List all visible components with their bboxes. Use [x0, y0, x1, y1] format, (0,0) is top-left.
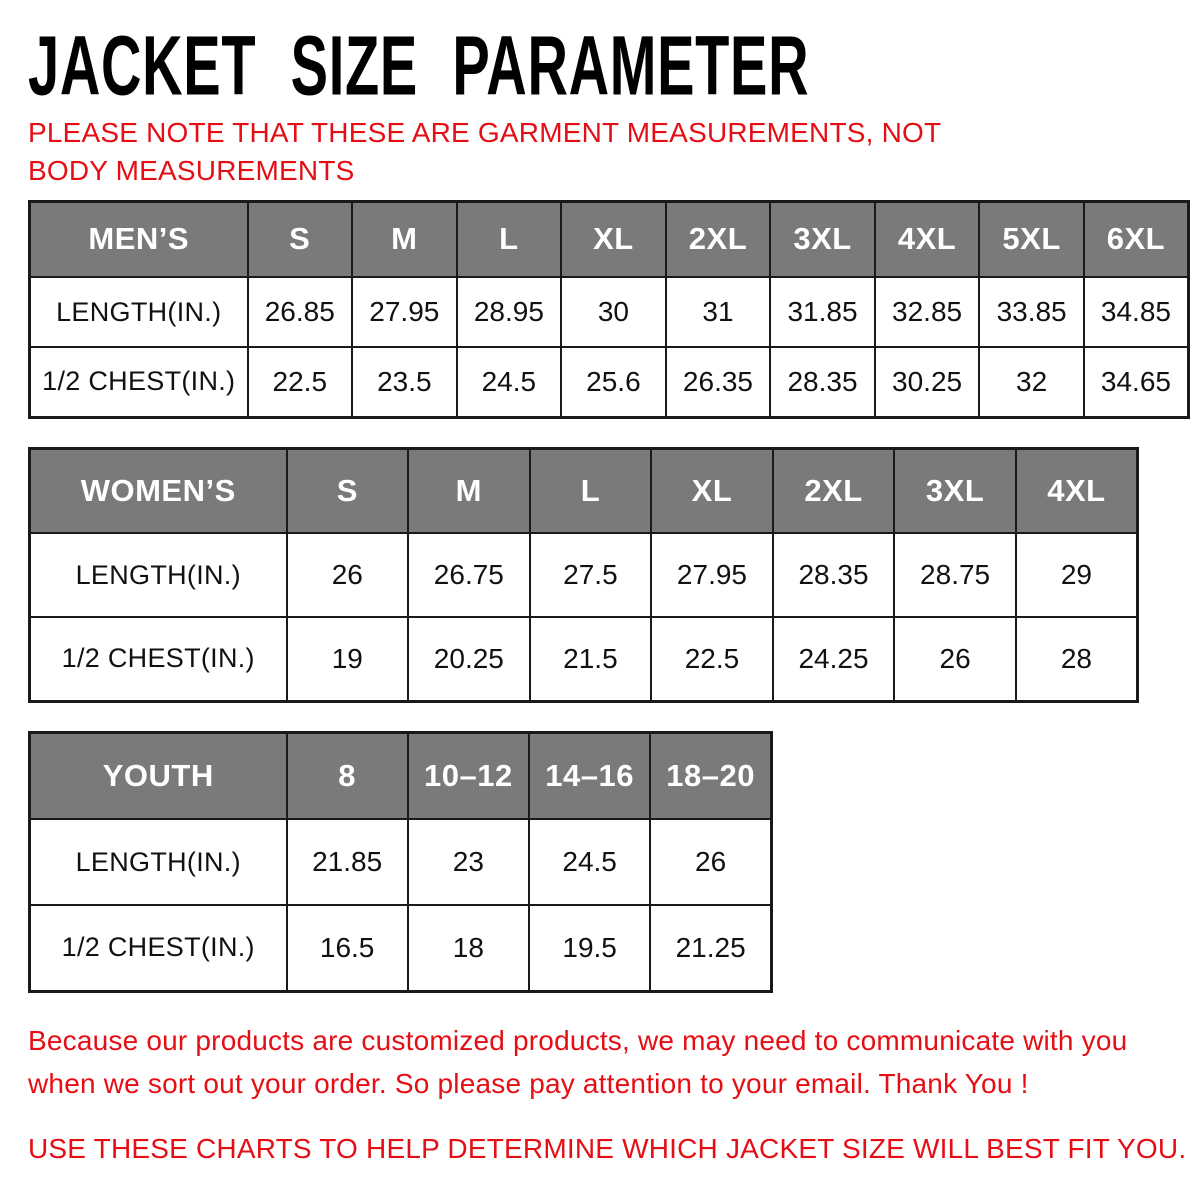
size-value-cell: 30.25 — [875, 347, 980, 417]
size-value-cell: 34.65 — [1084, 347, 1189, 417]
size-value-cell: 26.35 — [666, 347, 771, 417]
row-label-cell: 1/2 CHEST(IN.) — [30, 347, 248, 417]
size-value-cell: 27.5 — [530, 533, 652, 617]
mens-size-table — [28, 200, 1190, 419]
size-header-cell: L — [530, 448, 652, 533]
customization-contact-note: Because our products are customized products, we may need to communicate with you when we sort out your order. So please pay attention to your email. Thank You ! — [28, 1024, 1128, 1099]
table-row — [30, 533, 1138, 617]
row-label-cell: 1/2 CHEST(IN.) — [30, 905, 287, 991]
table-row — [30, 819, 772, 905]
size-header-cell: L — [457, 201, 562, 277]
size-header-cell: 3XL — [894, 448, 1016, 533]
table-title-cell: YOUTH — [30, 732, 287, 819]
size-header-cell: 2XL — [666, 201, 771, 277]
table-row — [30, 905, 772, 991]
size-value-cell: 27.95 — [352, 277, 457, 347]
size-value-cell: 16.5 — [287, 905, 408, 991]
size-header-cell: S — [248, 201, 353, 277]
size-value-cell: 30 — [561, 277, 666, 347]
size-value-cell: 28.35 — [773, 533, 895, 617]
table-row — [30, 617, 1138, 701]
header-row — [30, 448, 1138, 533]
size-header-cell: 4XL — [875, 201, 980, 277]
size-value-cell: 21.5 — [530, 617, 652, 701]
size-value-cell: 23.5 — [352, 347, 457, 417]
womens-size-table — [28, 447, 1139, 703]
size-value-cell: 24.5 — [457, 347, 562, 417]
row-label-cell: LENGTH(IN.) — [30, 533, 287, 617]
size-value-cell: 28 — [1016, 617, 1138, 701]
table-title-cell: WOMEN’S — [30, 448, 287, 533]
size-value-cell: 20.25 — [408, 617, 530, 701]
size-header-cell: S — [287, 448, 409, 533]
size-value-cell: 26 — [287, 533, 409, 617]
garment-measurement-note: PLEASE NOTE THAT THESE ARE GARMENT MEASUREMENTS, NOT BODY MEASUREMENTS — [28, 117, 941, 186]
size-value-cell: 19 — [287, 617, 409, 701]
table-title-cell: MEN’S — [30, 201, 248, 277]
size-value-cell: 34.85 — [1084, 277, 1189, 347]
row-label-cell: LENGTH(IN.) — [30, 819, 287, 905]
size-header-cell: 14–16 — [529, 732, 650, 819]
size-value-cell: 19.5 — [529, 905, 650, 991]
size-value-cell: 21.25 — [650, 905, 771, 991]
size-header-cell: 3XL — [770, 201, 875, 277]
size-value-cell: 27.95 — [651, 533, 773, 617]
size-value-cell: 28.35 — [770, 347, 875, 417]
size-value-cell: 29 — [1016, 533, 1138, 617]
size-header-cell: M — [352, 201, 457, 277]
size-header-cell: 10–12 — [408, 732, 529, 819]
size-value-cell: 24.5 — [529, 819, 650, 905]
title-wrap — [28, 18, 1190, 113]
size-value-cell: 26 — [894, 617, 1016, 701]
size-value-cell: 25.6 — [561, 347, 666, 417]
size-header-cell: 2XL — [773, 448, 895, 533]
header-row — [30, 732, 772, 819]
table-row — [30, 277, 1189, 347]
size-value-cell: 28.95 — [457, 277, 562, 347]
size-value-cell: 24.25 — [773, 617, 895, 701]
size-header-cell: 5XL — [979, 201, 1084, 277]
size-value-cell: 31.85 — [770, 277, 875, 347]
size-header-cell: 4XL — [1016, 448, 1138, 533]
size-header-cell: 6XL — [1084, 201, 1189, 277]
chart-usage-note: USE THESE CHARTS TO HELP DETERMINE WHICH JACKET SIZE WILL BEST FIT YOU. — [28, 1133, 1187, 1165]
size-value-cell: 22.5 — [248, 347, 353, 417]
size-header-cell: XL — [561, 201, 666, 277]
size-value-cell: 26 — [650, 819, 771, 905]
size-value-cell: 23 — [408, 819, 529, 905]
size-header-cell: M — [408, 448, 530, 533]
size-value-cell: 31 — [666, 277, 771, 347]
size-value-cell: 28.75 — [894, 533, 1016, 617]
size-header-cell: 18–20 — [650, 732, 771, 819]
youth-size-table — [28, 731, 773, 993]
header-row — [30, 201, 1189, 277]
row-label-cell: 1/2 CHEST(IN.) — [30, 617, 287, 701]
size-value-cell: 32 — [979, 347, 1084, 417]
size-value-cell: 21.85 — [287, 819, 408, 905]
size-value-cell: 22.5 — [651, 617, 773, 701]
table-row — [30, 347, 1189, 417]
size-value-cell: 32.85 — [875, 277, 980, 347]
size-value-cell: 33.85 — [979, 277, 1084, 347]
size-value-cell: 26.85 — [248, 277, 353, 347]
size-value-cell: 26.75 — [408, 533, 530, 617]
size-header-cell: XL — [651, 448, 773, 533]
size-header-cell: 8 — [287, 732, 408, 819]
size-value-cell: 18 — [408, 905, 529, 991]
page-title: JACKET SIZE PARAMETER — [28, 18, 810, 113]
row-label-cell: LENGTH(IN.) — [30, 277, 248, 347]
